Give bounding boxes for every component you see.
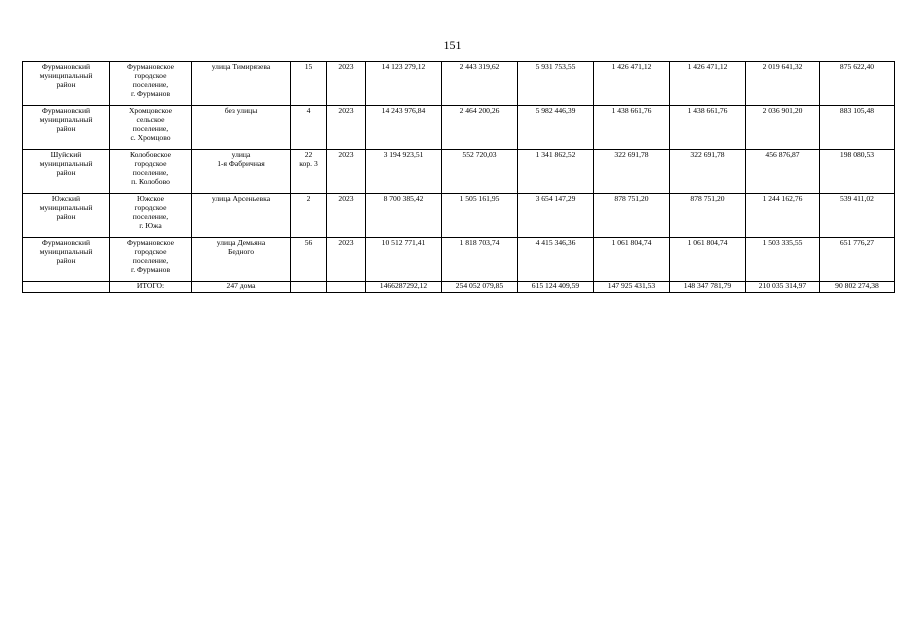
housing-repair-table — [22, 61, 895, 293]
district-cell: Фурмановский муниципальный район — [23, 62, 110, 106]
house-number-cell: 22 кор. 3 — [291, 150, 327, 194]
settlement-cell: Фурмановское городское поселение, г. Фурманов — [110, 238, 192, 282]
table-row — [23, 194, 895, 238]
value-cell: 539 411,02 — [820, 194, 895, 238]
value-cell: 5 931 753,55 — [518, 62, 594, 106]
total-label: ИТОГО: — [110, 282, 192, 293]
page-number: 151 — [443, 38, 462, 52]
value-cell: 1 438 661,76 — [594, 106, 670, 150]
table-row — [23, 150, 895, 194]
year-cell: 2023 — [327, 62, 366, 106]
value-cell: 1 505 161,95 — [442, 194, 518, 238]
street-cell: улица Тимирязева — [192, 62, 291, 106]
total-cost-cell: 14 123 279,12 — [366, 62, 442, 106]
street-cell: улица Демьяна Бедного — [192, 238, 291, 282]
total-empty-cell — [291, 282, 327, 293]
settlement-cell: Южское городское поселение, г. Южа — [110, 194, 192, 238]
value-cell: 2 019 641,32 — [746, 62, 820, 106]
value-cell: 2 443 319,62 — [442, 62, 518, 106]
value-cell: 1 341 862,52 — [518, 150, 594, 194]
value-cell: 322 691,78 — [594, 150, 670, 194]
year-cell: 2023 — [327, 106, 366, 150]
house-number-cell: 2 — [291, 194, 327, 238]
settlement-cell: Хромцовское сельское поселение, с. Хромцово — [110, 106, 192, 150]
total-empty-cell — [327, 282, 366, 293]
value-cell: 198 080,53 — [820, 150, 895, 194]
table-row — [23, 238, 895, 282]
total-row — [23, 282, 895, 293]
value-cell: 1 061 804,74 — [594, 238, 670, 282]
value-cell: 651 776,27 — [820, 238, 895, 282]
value-cell: 1 438 661,76 — [670, 106, 746, 150]
year-cell: 2023 — [327, 238, 366, 282]
total-cost-cell: 8 700 385,42 — [366, 194, 442, 238]
house-number-cell: 56 — [291, 238, 327, 282]
value-cell: 322 691,78 — [670, 150, 746, 194]
street-cell: улица 1-я Фабричная — [192, 150, 291, 194]
value-cell: 878 751,20 — [594, 194, 670, 238]
value-cell: 1 818 703,74 — [442, 238, 518, 282]
house-number-cell: 4 — [291, 106, 327, 150]
table-row — [23, 106, 895, 150]
house-number-cell: 15 — [291, 62, 327, 106]
total-cost-cell: 10 512 771,41 — [366, 238, 442, 282]
table-row — [23, 62, 895, 106]
total-cost-cell: 14 243 976,84 — [366, 106, 442, 150]
value-cell: 1 061 804,74 — [670, 238, 746, 282]
district-cell: Фурмановский муниципальный район — [23, 106, 110, 150]
year-cell: 2023 — [327, 150, 366, 194]
value-cell: 1 244 162,76 — [746, 194, 820, 238]
total-sum-cell: 210 035 314,97 — [746, 282, 820, 293]
year-cell: 2023 — [327, 194, 366, 238]
total-cost-cell: 3 194 923,51 — [366, 150, 442, 194]
total-houses-count: 247 дома — [192, 282, 291, 293]
value-cell: 552 720,03 — [442, 150, 518, 194]
total-sum-cell: 1466287292,12 — [366, 282, 442, 293]
value-cell: 1 503 335,55 — [746, 238, 820, 282]
street-cell: без улицы — [192, 106, 291, 150]
district-cell: Шуйский муниципальный район — [23, 150, 110, 194]
value-cell: 1 426 471,12 — [594, 62, 670, 106]
value-cell: 456 876,87 — [746, 150, 820, 194]
total-sum-cell: 147 925 431,53 — [594, 282, 670, 293]
district-cell: Южский муниципальный район — [23, 194, 110, 238]
settlement-cell: Фурмановское городское поселение, г. Фурманов — [110, 62, 192, 106]
value-cell: 5 982 446,39 — [518, 106, 594, 150]
value-cell: 883 105,48 — [820, 106, 895, 150]
total-empty-cell — [23, 282, 110, 293]
total-sum-cell: 90 802 274,38 — [820, 282, 895, 293]
value-cell: 1 426 471,12 — [670, 62, 746, 106]
value-cell: 4 415 346,36 — [518, 238, 594, 282]
value-cell: 2 464 200,26 — [442, 106, 518, 150]
district-cell: Фурмановский муниципальный район — [23, 238, 110, 282]
street-cell: улица Арсеньевка — [192, 194, 291, 238]
value-cell: 875 622,40 — [820, 62, 895, 106]
total-sum-cell: 254 052 079,85 — [442, 282, 518, 293]
total-sum-cell: 148 347 781,79 — [670, 282, 746, 293]
value-cell: 3 654 147,29 — [518, 194, 594, 238]
value-cell: 878 751,20 — [670, 194, 746, 238]
value-cell: 2 036 901,20 — [746, 106, 820, 150]
settlement-cell: Колобовское городское поселение, п. Колобово — [110, 150, 192, 194]
total-sum-cell: 615 124 409,59 — [518, 282, 594, 293]
